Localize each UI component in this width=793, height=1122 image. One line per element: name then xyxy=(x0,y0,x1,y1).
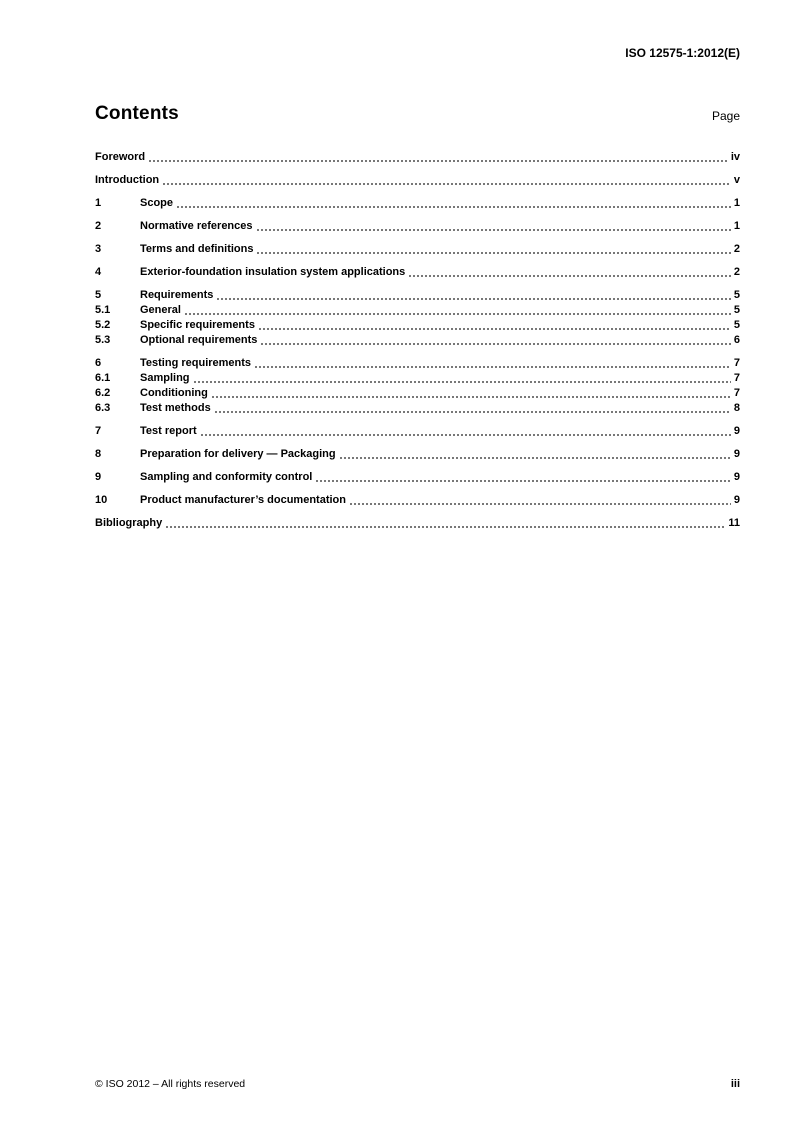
toc-entry-label: Conditioning xyxy=(140,387,208,399)
toc-entry-page: 2 xyxy=(733,243,740,255)
toc-entry-page: 1 xyxy=(733,197,740,209)
toc-entry-label: Normative references xyxy=(140,220,253,232)
toc-entry-label: Requirements xyxy=(140,289,214,301)
toc-entry xyxy=(95,493,740,508)
toc-entry-page: 8 xyxy=(733,402,740,414)
toc-entry-number: 3 xyxy=(95,243,102,255)
page-column-label: Page xyxy=(711,109,740,123)
toc-entry xyxy=(95,303,740,318)
dot-leader xyxy=(214,411,731,413)
dot-leader xyxy=(200,434,731,436)
dot-leader xyxy=(339,457,731,459)
toc-entry-label: Bibliography xyxy=(95,517,163,529)
toc-entry xyxy=(95,333,740,348)
toc-entry-page: 5 xyxy=(733,304,740,316)
toc-entry-label: Introduction xyxy=(95,174,160,186)
toc-entry-label: Testing requirements xyxy=(140,357,252,369)
toc-entry-page: 7 xyxy=(733,372,740,384)
dot-leader xyxy=(211,396,731,398)
toc-entry xyxy=(95,424,740,439)
toc-entry-label: Optional requirements xyxy=(140,334,258,346)
toc-entry xyxy=(95,242,740,257)
toc-entry xyxy=(95,386,740,401)
toc-entry-number: 9 xyxy=(95,471,102,483)
toc-entry xyxy=(95,447,740,462)
toc-entry-page: v xyxy=(733,174,740,186)
dot-leader xyxy=(148,160,728,162)
toc-entry-label: General xyxy=(140,304,181,316)
contents-header xyxy=(95,103,740,125)
toc-entry-number: 5.2 xyxy=(95,319,111,331)
toc-entry-page: 9 xyxy=(733,471,740,483)
toc-entry-number: 2 xyxy=(95,220,102,232)
toc-entry-number: 5 xyxy=(95,289,102,301)
toc-entry-label: Test methods xyxy=(140,402,211,414)
dot-leader xyxy=(256,229,731,231)
toc-entry-page: 1 xyxy=(733,220,740,232)
page-number: iii xyxy=(730,1078,740,1090)
toc-entry-page: iv xyxy=(730,151,740,163)
toc-entry-page: 5 xyxy=(733,319,740,331)
toc-entry xyxy=(95,173,740,188)
toc-entry xyxy=(95,371,740,386)
toc-entry-label: Sampling and conformity control xyxy=(140,471,313,483)
toc-entry xyxy=(95,288,740,303)
dot-leader xyxy=(216,298,731,300)
toc-entry-number: 10 xyxy=(95,494,108,506)
dot-leader xyxy=(258,328,731,330)
contents-title: Contents xyxy=(95,103,179,124)
dot-leader xyxy=(162,183,731,185)
toc-entry-number: 6 xyxy=(95,357,102,369)
toc-entry-page: 9 xyxy=(733,494,740,506)
toc-entry xyxy=(95,516,740,531)
toc-entry-number: 5.1 xyxy=(95,304,111,316)
copyright-notice: © ISO 2012 – All rights reserved xyxy=(95,1078,246,1090)
dot-leader xyxy=(315,480,731,482)
dot-leader xyxy=(193,381,731,383)
toc-entry xyxy=(95,356,740,371)
toc-entry xyxy=(95,401,740,416)
toc-entry-number: 5.3 xyxy=(95,334,111,346)
dot-leader xyxy=(256,252,730,254)
toc-entry xyxy=(95,150,740,165)
toc-entry-page: 9 xyxy=(733,425,740,437)
toc-entry xyxy=(95,219,740,234)
dot-leader xyxy=(254,366,731,368)
toc-entry-page: 5 xyxy=(733,289,740,301)
dot-leader xyxy=(408,275,731,277)
document-header xyxy=(95,46,740,60)
toc-entry-number: 8 xyxy=(95,448,102,460)
toc-entry-number: 4 xyxy=(95,266,102,278)
dot-leader xyxy=(349,503,731,505)
table-of-contents xyxy=(95,150,740,531)
toc-entry-page: 9 xyxy=(733,448,740,460)
toc-entry xyxy=(95,265,740,280)
toc-entry-number: 6.2 xyxy=(95,387,111,399)
toc-entry-label: Product manufacturer’s documentation xyxy=(140,494,346,506)
toc-entry-page: 6 xyxy=(733,334,740,346)
toc-entry xyxy=(95,470,740,485)
toc-entry-label: Terms and definitions xyxy=(140,243,254,255)
toc-entry-label: Sampling xyxy=(140,372,190,384)
doc-reference: ISO 12575-1:2012(E) xyxy=(625,46,740,60)
dot-leader xyxy=(184,313,731,315)
toc-entry-number: 6.1 xyxy=(95,372,111,384)
dot-leader xyxy=(260,343,731,345)
toc-entry xyxy=(95,318,740,333)
toc-entry-page: 11 xyxy=(728,517,740,529)
dot-leader xyxy=(165,526,725,528)
toc-entry xyxy=(95,196,740,211)
toc-entry-number: 1 xyxy=(95,197,102,209)
toc-entry-label: Exterior-foundation insulation system applications xyxy=(140,266,406,278)
toc-entry-label: Scope xyxy=(140,197,174,209)
toc-entry-page: 7 xyxy=(733,357,740,369)
document-footer xyxy=(95,1078,740,1090)
toc-entry-label: Test report xyxy=(140,425,197,437)
dot-leader xyxy=(176,206,731,208)
toc-entry-page: 7 xyxy=(733,387,740,399)
toc-entry-number: 7 xyxy=(95,425,102,437)
toc-entry-label: Foreword xyxy=(95,151,146,163)
toc-entry-page: 2 xyxy=(733,266,740,278)
toc-entry-number: 6.3 xyxy=(95,402,111,414)
toc-entry-label: Specific requirements xyxy=(140,319,255,331)
toc-entry-label: Preparation for delivery — Packaging xyxy=(140,448,336,460)
